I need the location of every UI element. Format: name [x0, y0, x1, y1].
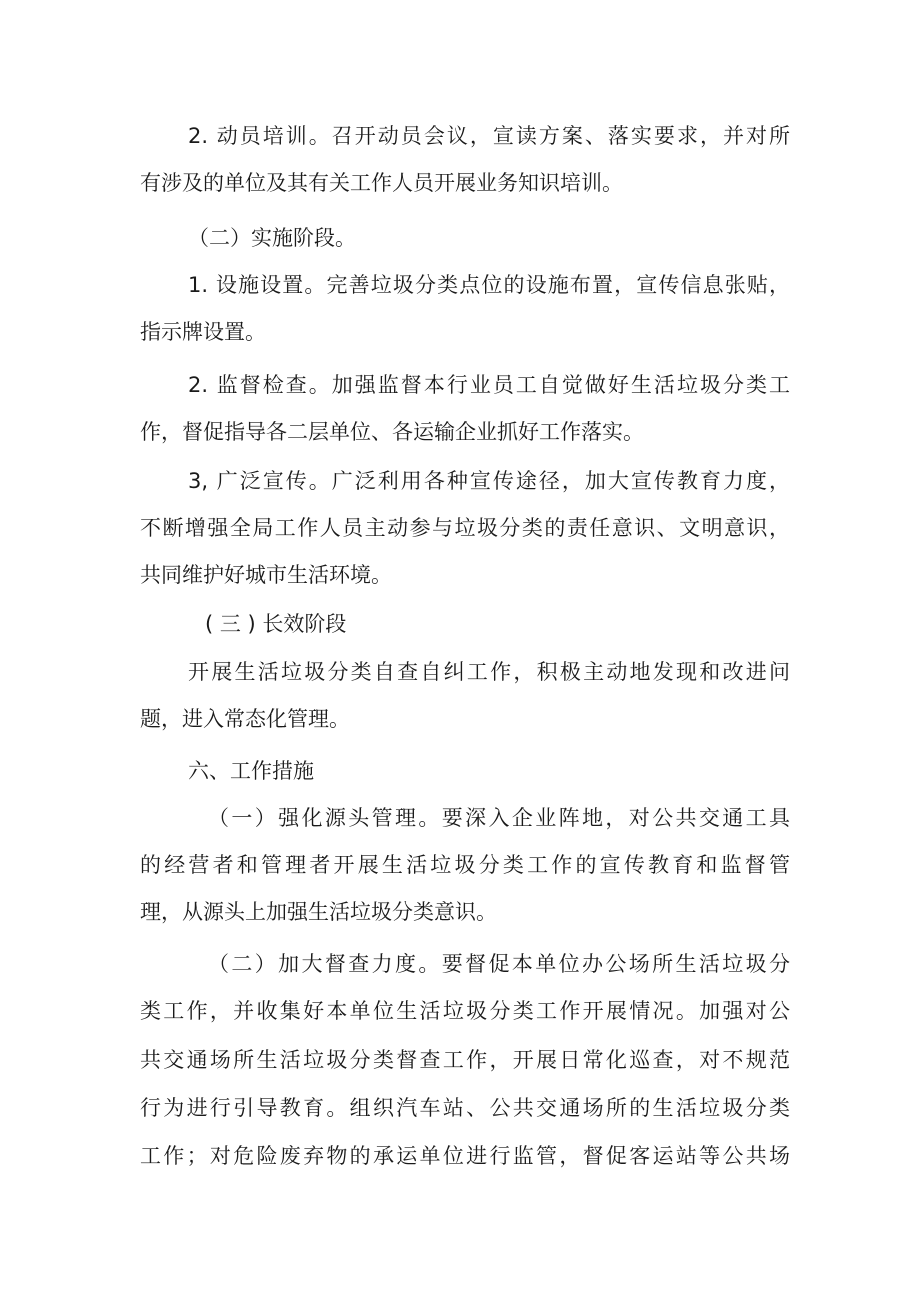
section-heading: （二）实施阶段。 — [188, 226, 356, 250]
paragraph-line: 2. 监督检查。加强监督本行业员工自觉做好生活垃圾分类工 — [188, 373, 790, 397]
paragraph-line: 理，从源头上加强生活垃圾分类意识。 — [140, 900, 497, 924]
section-heading: ( 三 ) 长效阶段 — [205, 612, 347, 636]
paragraph-line: 有涉及的单位及其有关工作人员开展业务知识培训。 — [140, 171, 623, 195]
paragraph-line: 1. 设施设置。完善垃圾分类点位的设施布置，宣传信息张贴， — [188, 273, 790, 297]
paragraph-line: 类工作，并收集好本单位生活垃圾分类工作开展情况。加强对公 — [140, 999, 790, 1023]
paragraph-line: 题，进入常态化管理。 — [140, 707, 350, 731]
paragraph-line: 共交通场所生活垃圾分类督查工作，开展日常化巡查，对不规范 — [140, 1048, 790, 1072]
paragraph-line: 共同维护好城市生活环境。 — [140, 563, 392, 587]
paragraph-line: 作，督促指导各二层单位、各运输企业抓好工作落实。 — [140, 420, 644, 444]
paragraph-line: 指示牌设置。 — [140, 320, 266, 344]
paragraph-line: 行为进行引导教育。组织汽车站、公共交通场所的生活垃圾分类 — [140, 1096, 790, 1120]
paragraph-line: 的经营者和管理者开展生活垃圾分类工作的宣传教育和监督管 — [140, 853, 790, 877]
section-heading: 六、工作措施 — [188, 759, 314, 783]
paragraph-line: 3, 广泛宣传。广泛利用各种宣传途径，加大宣传教育力度， — [188, 469, 790, 493]
paragraph-line: 2. 动员培训。召开动员会议，宣读方案、落实要求，并对所 — [188, 124, 790, 148]
paragraph-line: 工作；对危险废弃物的承运单位进行监管，督促客运站等公共场 — [140, 1144, 790, 1168]
paragraph-line: 开展生活垃圾分类自查自纠工作，积极主动地发现和改进问 — [188, 660, 790, 684]
paragraph-line: 不断增强全局工作人员主动参与垃圾分类的责任意识、文明意识， — [140, 516, 790, 540]
paragraph-line: （二）加大督查力度。要督促本单位办公场所生活垃圾分 — [208, 952, 790, 976]
paragraph-line: （一）强化源头管理。要深入企业阵地，对公共交通工具 — [208, 806, 790, 830]
